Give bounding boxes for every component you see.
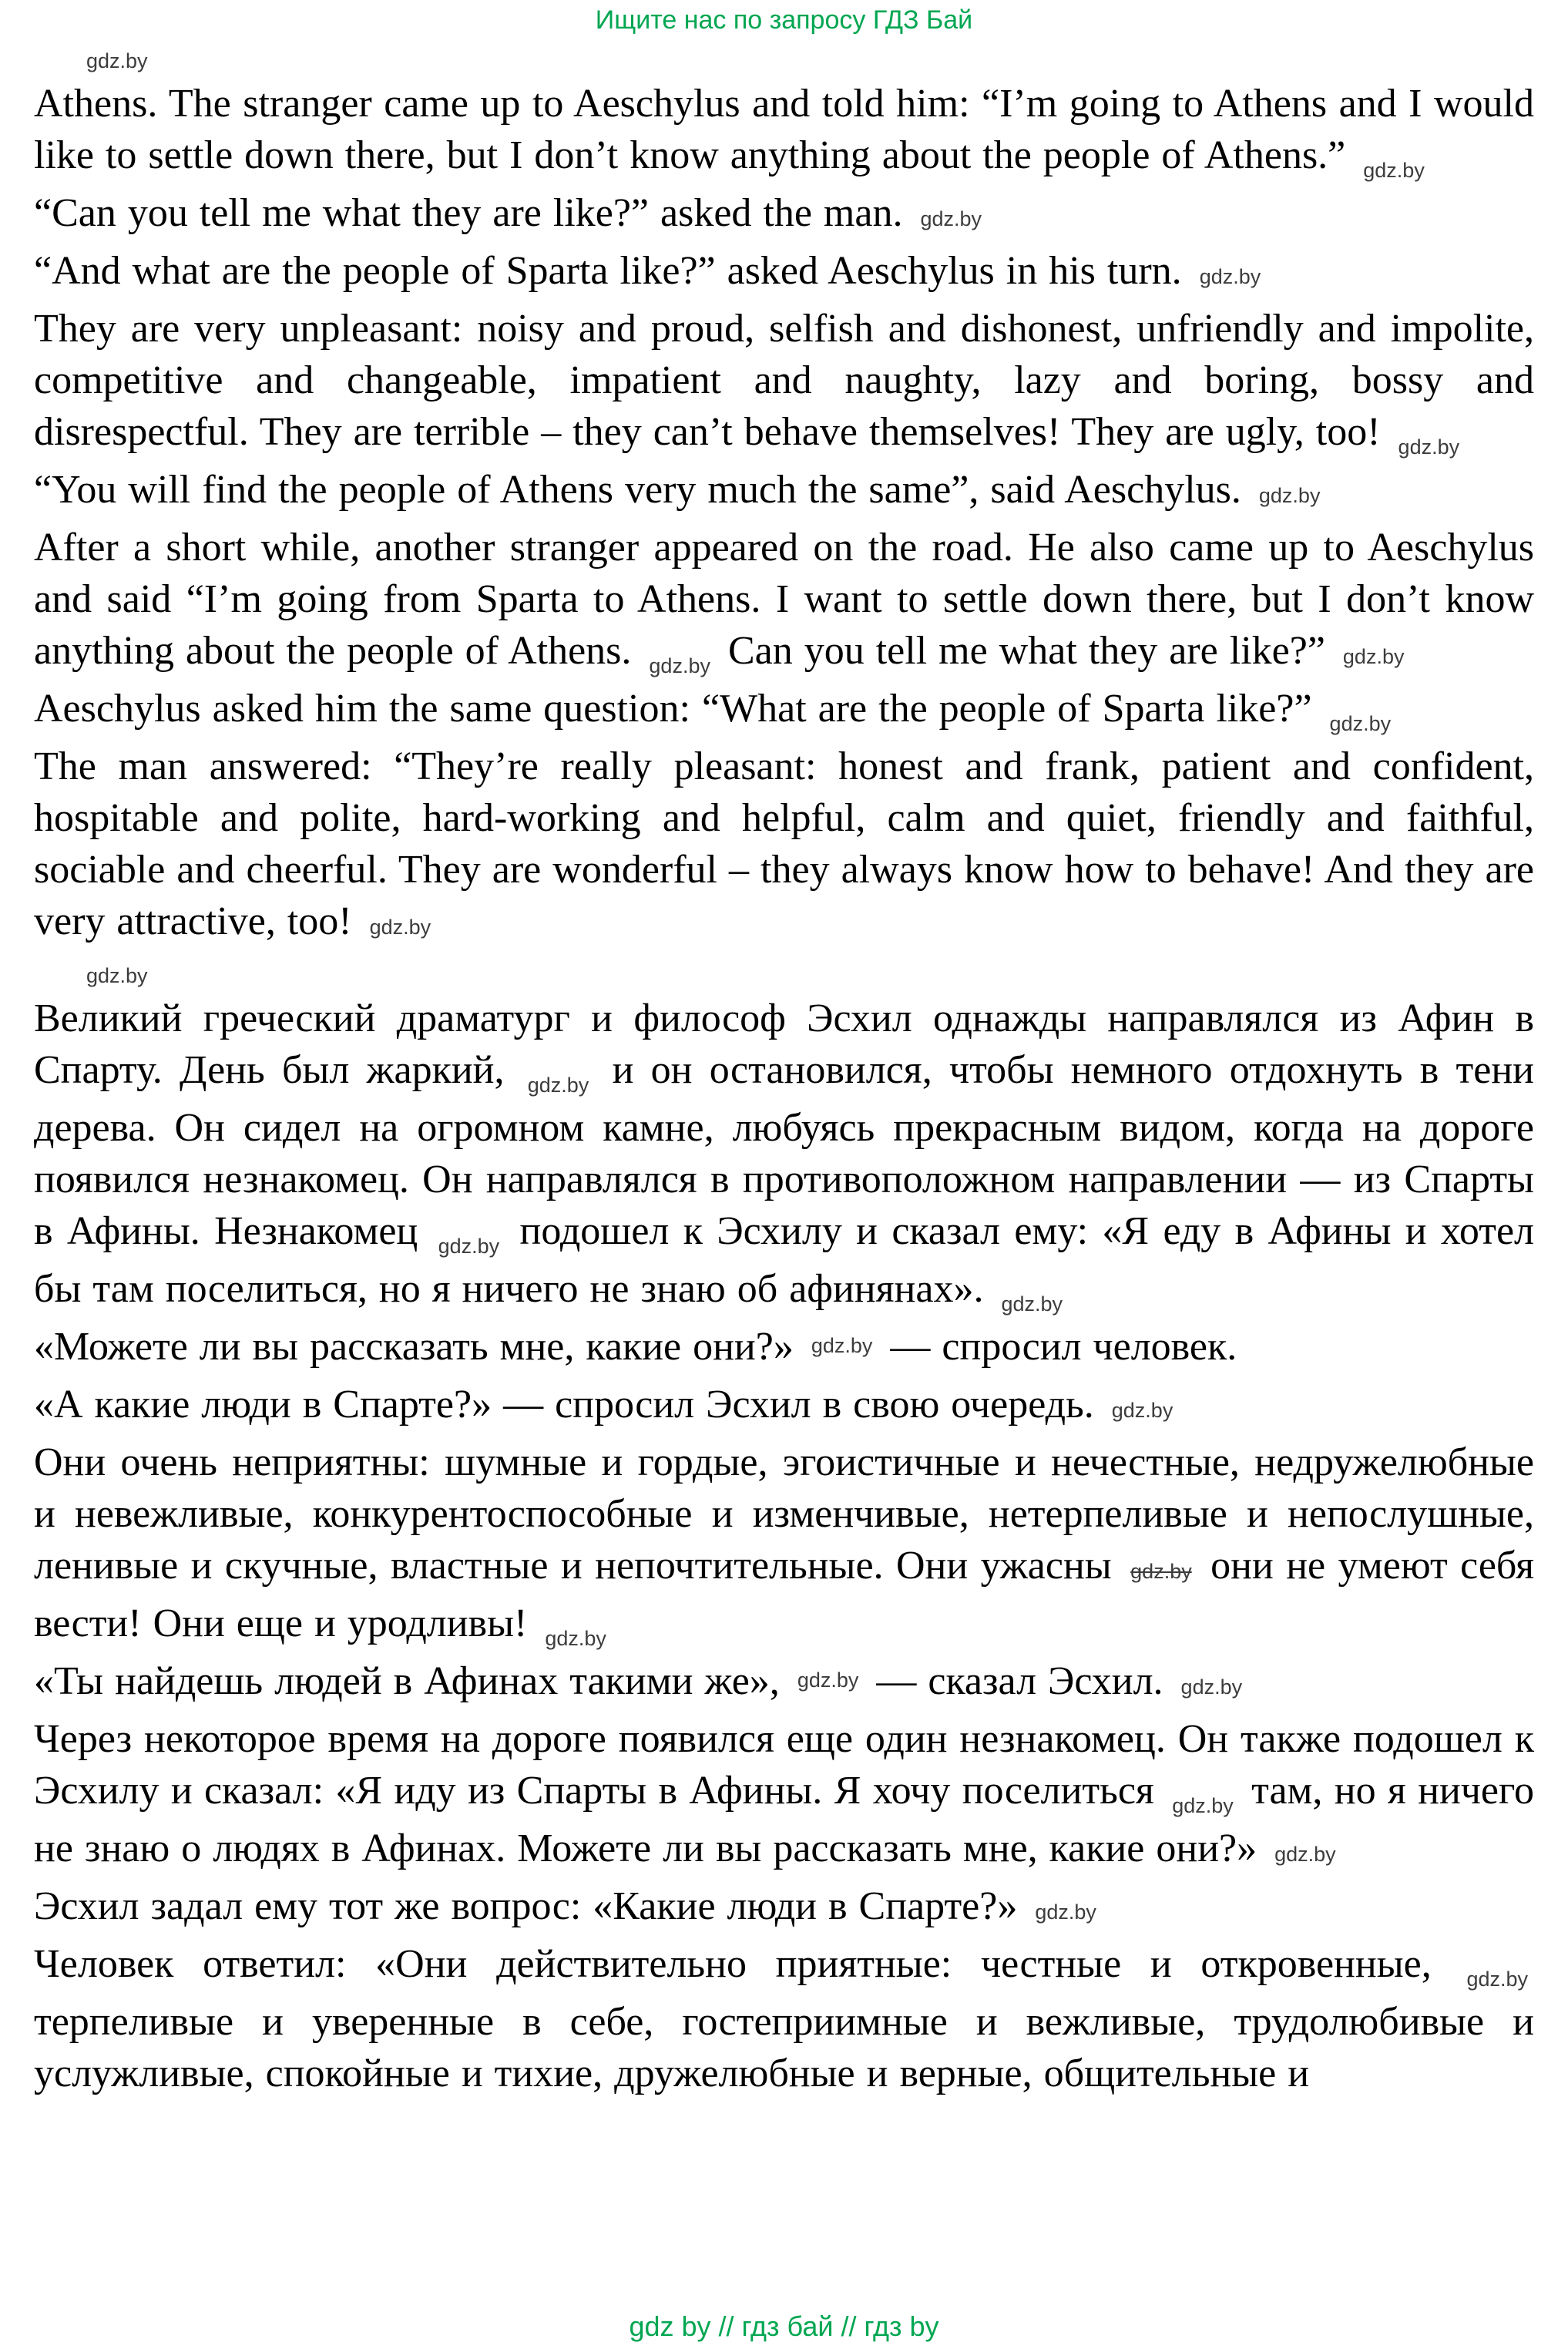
gdzby-watermark: gdz.by [1258, 484, 1321, 507]
paragraph-text: — спросил человек. [890, 1325, 1237, 1369]
paragraph-text: там, но я ничего не знаю о людях в Афинах. Можете ли вы рассказать мне, какие они?» [34, 1769, 1535, 1870]
paragraph-text: «А какие люди в Спарте?» — спросил Эсхил в свою очередь. [34, 1383, 1094, 1427]
gdzby-watermark: gdz.by [1466, 1968, 1528, 1991]
paragraph-en-1 [34, 78, 1534, 187]
paragraph-ru-6 [34, 1713, 1534, 1880]
paragraph-text: «Ты найдешь людей в Афинах такими же», [34, 1659, 780, 1703]
paragraph-en-3 [34, 245, 1534, 303]
gdzby-watermark: gdz.by [1398, 435, 1460, 459]
paragraph-en-4 [34, 303, 1534, 464]
gdzby-watermark: gdz.by [797, 1668, 859, 1692]
gdzby-watermark: gdz.by [1180, 1675, 1243, 1699]
gdzby-watermark: gdz.by [1329, 712, 1392, 736]
paragraph-text: After a short while, another stranger appeared on the road. He also came up to Aeschylus and said “I’m going from Sparta to Athens. I want to settle down there, but I don’t know anything about the people of Athens. [34, 526, 1534, 673]
gdzby-watermark: gdz.by [1130, 1560, 1192, 1583]
paragraph-text: Человек ответил: «Они действительно приятные: честные и откровенные, [34, 1942, 1432, 1986]
paragraph-ru-5 [34, 1655, 1534, 1713]
paragraph-text: они не умеют себя вести! Они еще и уродливы! [34, 1544, 1535, 1645]
paragraph-text: Can you tell me what they are like?” [727, 629, 1325, 673]
gdzby-watermark: gdz.by [1001, 1292, 1063, 1316]
paragraph-text: подошел к Эсхилу и сказал ему: «Я еду в Афины и хотел бы там поселиться, но я ничего не знаю об афинянах». [34, 1209, 1534, 1311]
paragraph-text: Эсхил задал ему тот же вопрос: «Какие люди в Спарте?» [34, 1884, 1018, 1928]
gdzby-watermark: gdz.by [527, 1074, 589, 1097]
gdzby-watermark: gdz.by [1035, 1900, 1096, 1924]
gdzby-watermark: gdz.by [86, 49, 148, 72]
gdzby-watermark: gdz.by [438, 1235, 500, 1259]
paragraph-ru-2 [34, 1321, 1534, 1379]
paragraph-en-7 [34, 683, 1534, 741]
gdzby-watermark: gdz.by [545, 1627, 606, 1651]
gdzby-watermark: gdz.by [649, 654, 710, 678]
paragraph-text: Великий греческий драматург и философ Эсхил однажды направлялся из Афин в Спарту. День был жаркий, [34, 996, 1534, 1092]
paragraph-text: “You will find the people of Athens very much the same”, said Aeschylus. [34, 468, 1241, 512]
gdzby-watermark: gdz.by [1363, 159, 1425, 183]
paragraph-text: Они очень неприятны: шумные и гордые, эгоистичные и нечестные, недружелюбные и невежливые, конкурентоспособные и изменчивые, нетерпеливые и непослушные, ленивые и скучные, властные и непочтительные. Они ужасны [34, 1440, 1534, 1588]
paragraph-ru-8 [34, 1938, 1534, 2099]
gdzby-watermark: gdz.by [369, 916, 431, 939]
paragraph-en-6 [34, 522, 1534, 683]
paragraph-ru-4 [34, 1437, 1534, 1655]
gdzby-watermark: gdz.by [1111, 1399, 1173, 1422]
gdzby-watermark: gdz.by [1342, 645, 1405, 668]
paragraph-ru-7 [34, 1880, 1534, 1938]
paragraph-text: “Can you tell me what they are like?” asked the man. [34, 191, 903, 235]
paragraph-text: “And what are the people of Sparta like?” asked Aeschylus in his turn. [34, 249, 1182, 293]
paragraph-en-5 [34, 464, 1534, 522]
paragraph-text: Aeschylus asked him the same question: “What are the people of Sparta like?” [34, 687, 1312, 731]
paragraph-en-2 [34, 187, 1534, 245]
document-content [34, 39, 1534, 2099]
promo-footer: gdz by // гдз бай // гдз by [629, 2310, 939, 2342]
gdzby-watermark: gdz.by [920, 207, 982, 230]
gdzby-watermark: gdz.by [1274, 1843, 1336, 1866]
paragraph-text: «Можете ли вы рассказать мне, какие они?» [34, 1325, 794, 1369]
gdzby-watermark: gdz.by [811, 1333, 873, 1357]
paragraph-text: — сказал Эсхил. [876, 1659, 1163, 1703]
paragraph-text: The man answered: “They’re really pleasant: honest and frank, patient and confident, hospitable and polite, hard-working and helpful, calm and quiet, friendly and faithful, sociable and cheerful. They are wonderful – they always know how to behave! And they are very attractive, too! [34, 744, 1534, 943]
watermark-line-middle [34, 953, 1534, 993]
paragraph-text: They are very unpleasant: noisy and proud, selfish and dishonest, unfriendly and impolite, competitive and changeable, impatient and naughty, lazy and boring, bossy and disrespectful. They are terrible – they can’t behave themselves! They are ugly, too! [34, 307, 1534, 454]
paragraph-en-8 [34, 741, 1534, 953]
paragraph-ru-1 [34, 993, 1534, 1321]
paragraph-text: Athens. The stranger came up to Aeschylus and told him: “I’m going to Athens and I would like to settle down there, but I don’t know anything about the people of Athens.” [34, 82, 1534, 177]
promo-header: Ищите нас по запросу ГДЗ Бай [595, 5, 973, 35]
watermark-line-top [34, 39, 1534, 78]
gdzby-watermark: gdz.by [86, 964, 148, 987]
paragraph-text: Через некоторое время на дороге появился еще один незнакомец. Он также подошел к Эсхилу и сказал: «Я иду из Спарты в Афины. Я хочу поселиться [34, 1717, 1534, 1813]
paragraph-ru-3 [34, 1379, 1534, 1437]
paragraph-text: и он остановился, чтобы немного отдохнуть в тени дерева. Он сидел на огромном камне, любуясь прекрасным видом, когда на дороге появился незнакомец. Он направлялся в противоположном направлении — из Спарты в Афины. Незнакомец [34, 1048, 1534, 1253]
gdzby-watermark: gdz.by [1199, 265, 1261, 288]
paragraph-text: терпеливые и уверенные в себе, гостеприимные и вежливые, трудолюбивые и услужливые, спокойные и тихие, дружелюбные и верные, общительные и [34, 2000, 1534, 2095]
gdzby-watermark: gdz.by [1172, 1794, 1234, 1818]
